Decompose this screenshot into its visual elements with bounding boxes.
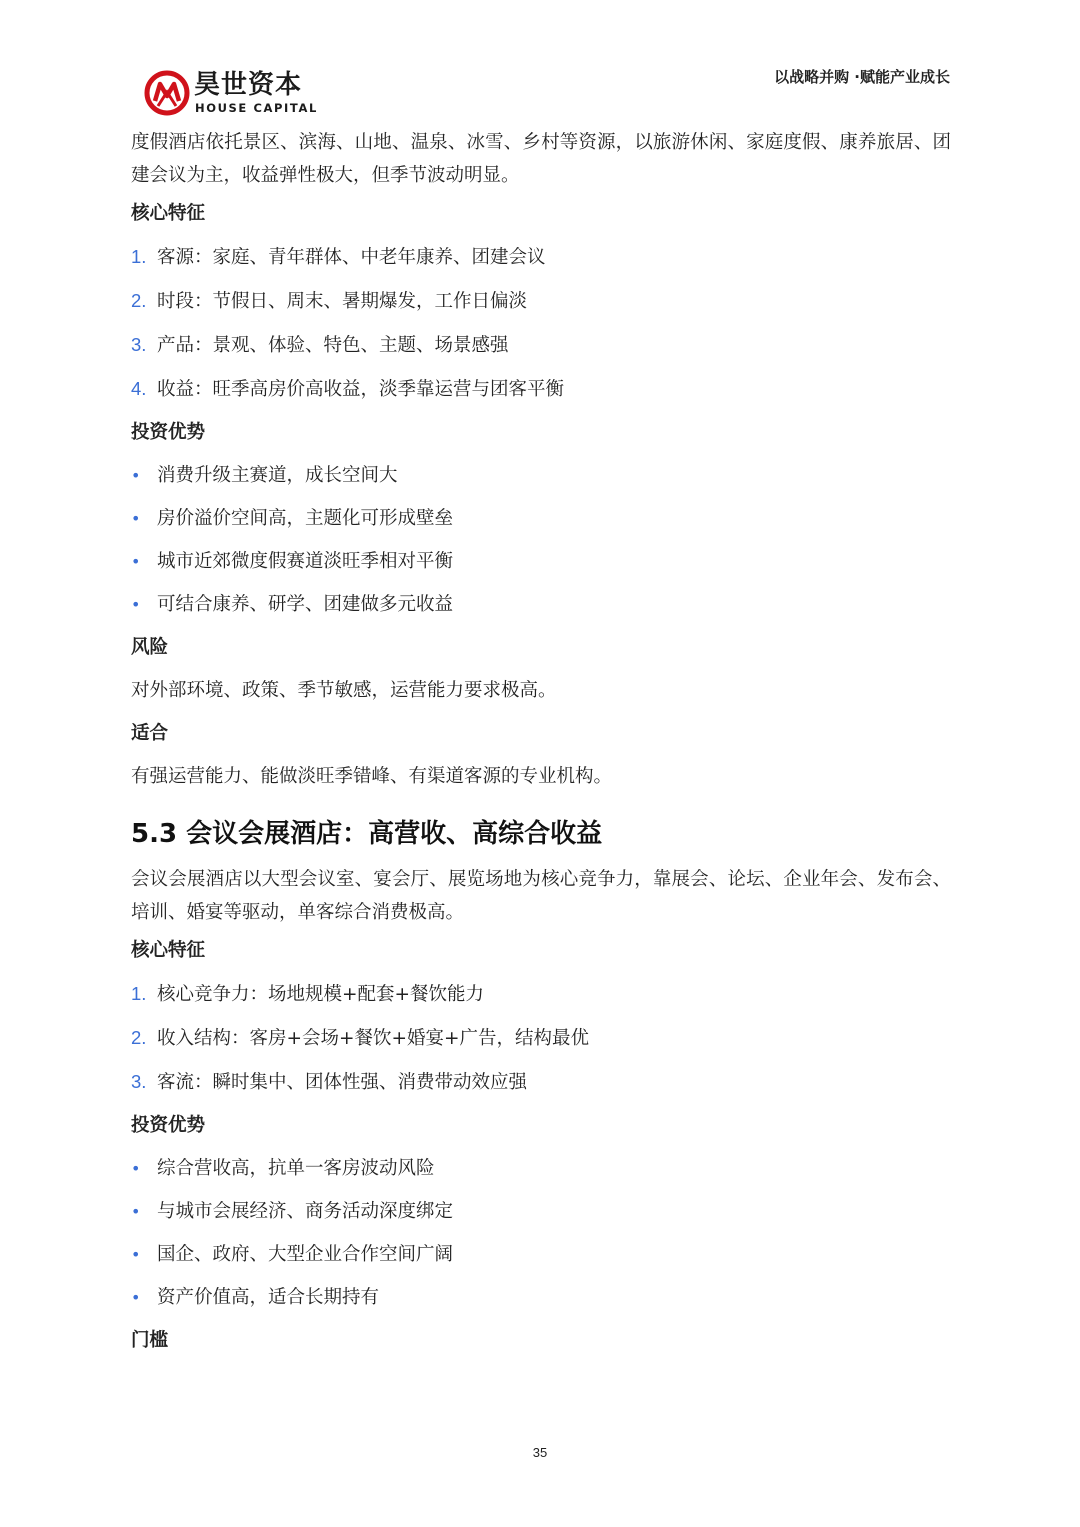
page-number: 35 [532, 1445, 548, 1460]
list-item: 3. 产品：景观、体验、特色、主题、场景感强 [131, 334, 509, 356]
section-title: 5.3 会议会展酒店：高营收、高综合收益 [131, 819, 603, 849]
list-item: • 消费升级主赛道，成长空间大 [131, 465, 398, 486]
list-item: • 国企、政府、大型企业合作空间广阔 [131, 1244, 454, 1265]
bullet-icon: • [131, 509, 141, 528]
bullet-icon: • [131, 466, 141, 485]
resort-risk-text: 对外部环境、政策、季节敏感，运营能力要求极高。 [131, 680, 557, 701]
convention-features-heading: 核心特征 [131, 940, 206, 961]
list-item: • 与城市会展经济、商务活动深度绑定 [131, 1201, 454, 1222]
list-item: 2. 收入结构：客房+会场+餐饮+婚宴+广告，结构最优 [131, 1027, 590, 1049]
resort-fit-text: 有强运营能力、能做淡旺季错峰、有渠道客源的专业机构。 [131, 766, 613, 787]
bullet-icon: • [131, 1202, 141, 1221]
list-item: • 城市近郊微度假赛道淡旺季相对平衡 [131, 551, 454, 572]
list-item: • 综合营收高，抗单一客房波动风险 [131, 1158, 435, 1179]
resort-features-heading: 核心特征 [131, 203, 206, 224]
logo-chinese-name: 昊世资本 [194, 70, 303, 100]
list-item: 1. 核心竞争力：场地规模+配套+餐饮能力 [131, 983, 485, 1005]
bullet-icon: • [131, 1159, 141, 1178]
bullet-icon: • [131, 595, 141, 614]
page-content [131, 126, 951, 1371]
bullet-icon: • [131, 552, 141, 571]
logo-english-name: HOUSE CAPITAL [195, 101, 318, 115]
house-capital-logo-icon [144, 70, 190, 116]
bullet-icon: • [131, 1288, 141, 1307]
resort-advantages-heading: 投资优势 [131, 422, 206, 443]
list-item: 3. 客流：瞬时集中、团体性强、消费带动效应强 [131, 1071, 528, 1093]
list-item: 1. 客源：家庭、青年群体、中老年康养、团建会议 [131, 246, 546, 268]
resort-intro: 度假酒店依托景区、滨海、山地、温泉、冰雪、乡村等资源，以旅游休闲、家庭度假、康养旅居、团建会议为主，收益弹性极大，但季节波动明显。 [131, 132, 951, 186]
header-tagline: 以战略并购 ·赋能产业成长 [774, 68, 950, 86]
list-item: • 可结合康养、研学、团建做多元收益 [131, 594, 454, 615]
resort-fit-heading: 适合 [131, 723, 169, 744]
bullet-icon: • [131, 1245, 141, 1264]
page-header [0, 0, 1080, 125]
list-item: 2. 时段：节假日、周末、暑期爆发，工作日偏淡 [131, 290, 528, 312]
convention-advantages-heading: 投资优势 [131, 1115, 206, 1136]
resort-risk-heading: 风险 [131, 637, 169, 658]
list-item: 4. 收益：旺季高房价高收益，淡季靠运营与团客平衡 [131, 378, 565, 400]
list-item: • 资产价值高，适合长期持有 [131, 1287, 380, 1308]
convention-threshold-heading: 门槛 [131, 1330, 169, 1351]
convention-intro: 会议会展酒店以大型会议室、宴会厅、展览场地为核心竞争力，靠展会、论坛、企业年会、发布会、培训、婚宴等驱动，单客综合消费极高。 [131, 869, 951, 923]
list-item: • 房价溢价空间高，主题化可形成壁垒 [131, 508, 454, 529]
logo [144, 70, 318, 122]
